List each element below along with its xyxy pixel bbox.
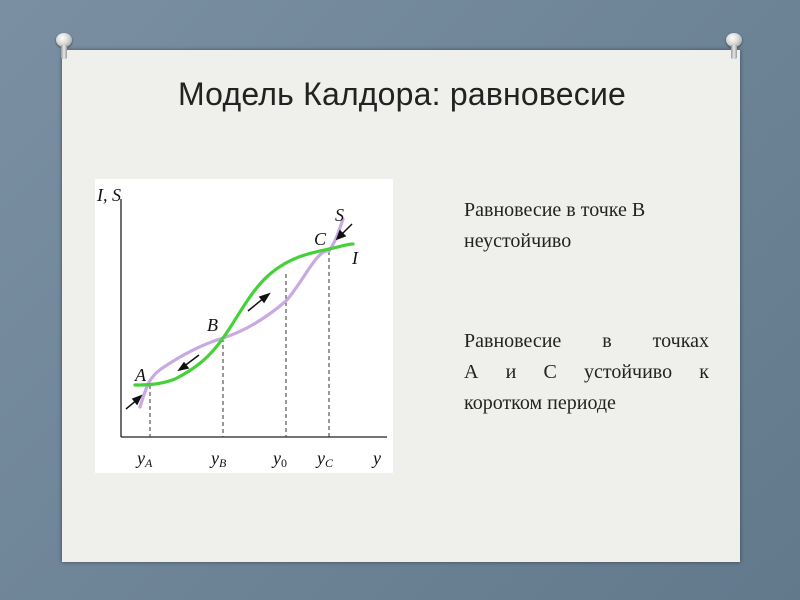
tick-yc: yC <box>317 448 334 470</box>
point-c-label: C <box>314 229 327 249</box>
slide <box>62 50 740 562</box>
tick-ya: yA <box>137 448 153 470</box>
statement-unstable-line1: Равновесие в точке В <box>464 199 646 221</box>
pushpin-right-icon <box>723 33 745 63</box>
tick-y0: y0 <box>273 448 287 470</box>
tick-yb: yB <box>211 448 227 470</box>
savings-curve <box>140 219 343 407</box>
pushpin-left-icon <box>53 33 75 63</box>
statement-stable <box>464 326 709 419</box>
statement-stable-line2: А и С устойчиво к <box>464 361 709 383</box>
x-axis-label: y <box>373 448 381 468</box>
statement-stable-line3: коротком периоде <box>464 392 616 414</box>
kaldor-diagram <box>95 179 393 473</box>
investment-curve-label: I <box>352 248 358 268</box>
y-axis-label: I, S <box>97 185 121 205</box>
statement-stable-line1: Равновесие в точках <box>464 330 709 352</box>
slide-title: Модель Калдора: равновесие <box>177 76 627 112</box>
point-a-label: A <box>135 365 146 385</box>
savings-curve-label: S <box>335 205 344 225</box>
kaldor-diagram-svg <box>95 179 393 473</box>
point-b-label: B <box>207 315 218 335</box>
statement-unstable-line2: неустойчиво <box>464 230 572 252</box>
statement-unstable <box>464 195 709 257</box>
